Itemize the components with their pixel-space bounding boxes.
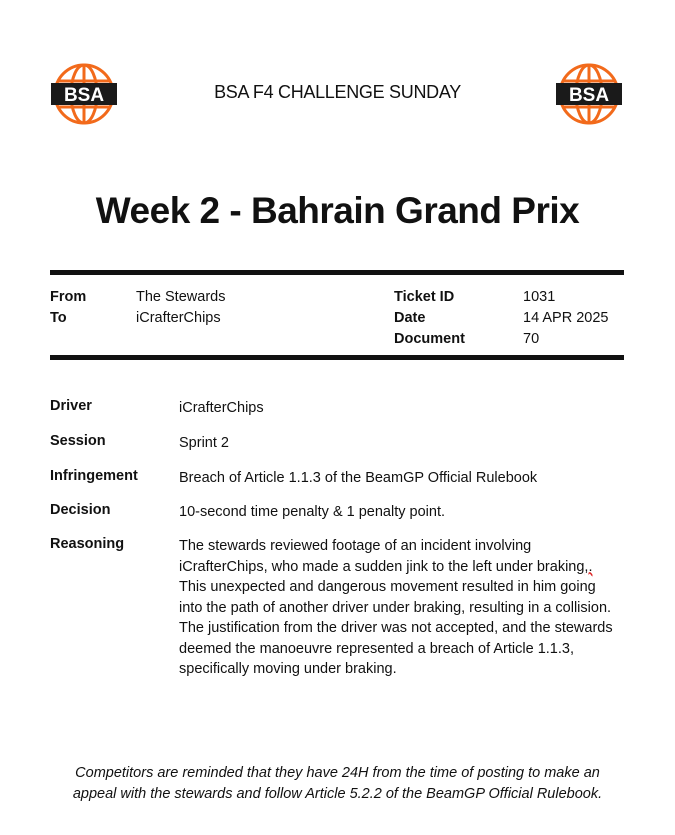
session-value: Sprint 2 bbox=[179, 435, 229, 451]
date-label: Date bbox=[394, 310, 426, 326]
driver-label: Driver bbox=[50, 398, 92, 414]
decision-details bbox=[50, 0, 624, 835]
date-value: 14 APR 2025 bbox=[523, 310, 609, 326]
from-value: The Stewards bbox=[136, 289, 226, 305]
reasoning-text-part2: This unexpected and dangerous movement resulted in him going into the path of another driver under braking, resulting in a collision. The justification from the driver was not accepted, and the stewards deemed the manoeuvre represented a breach of Article 1.1.3, specifically moving under braking. bbox=[179, 579, 613, 677]
reasoning-label: Reasoning bbox=[50, 536, 125, 552]
driver-value: iCrafterChips bbox=[179, 400, 264, 416]
from-label: From bbox=[50, 289, 87, 305]
decision-value: 10-second time penalty & 1 penalty point. bbox=[179, 504, 445, 520]
reasoning-typo: ,. bbox=[584, 558, 593, 575]
infringement-label: Infringement bbox=[50, 468, 138, 484]
appeal-notice: Competitors are reminded that they have 24H from the time of posting to make an appeal with the stewards and follow Article 5.2.2 of the BeamGP Official Rulebook. bbox=[72, 765, 603, 802]
session-label: Session bbox=[50, 433, 106, 449]
infringement-value: Breach of Article 1.1.3 of the BeamGP Official Rulebook bbox=[179, 470, 538, 486]
ticket-id-value: 1031 bbox=[523, 289, 556, 305]
page-title: Week 2 - Bahrain Grand Prix bbox=[95, 190, 580, 231]
org-title: BSA F4 CHALLENGE SUNDAY bbox=[214, 82, 461, 102]
document-value: 70 bbox=[523, 331, 540, 347]
reasoning-text-part1: The stewards reviewed footage of an incident involving iCrafterChips, who made a sudden jink to the left under braking bbox=[179, 538, 585, 575]
bsa-logo-text: BSA bbox=[63, 85, 105, 106]
document-label: Document bbox=[394, 331, 465, 347]
decision-label: Decision bbox=[50, 502, 111, 518]
to-label: To bbox=[50, 310, 67, 326]
reasoning-value bbox=[179, 536, 619, 680]
bsa-logo-text: BSA bbox=[568, 85, 610, 106]
to-value: iCrafterChips bbox=[136, 310, 221, 326]
ticket-id-label: Ticket ID bbox=[394, 289, 455, 305]
